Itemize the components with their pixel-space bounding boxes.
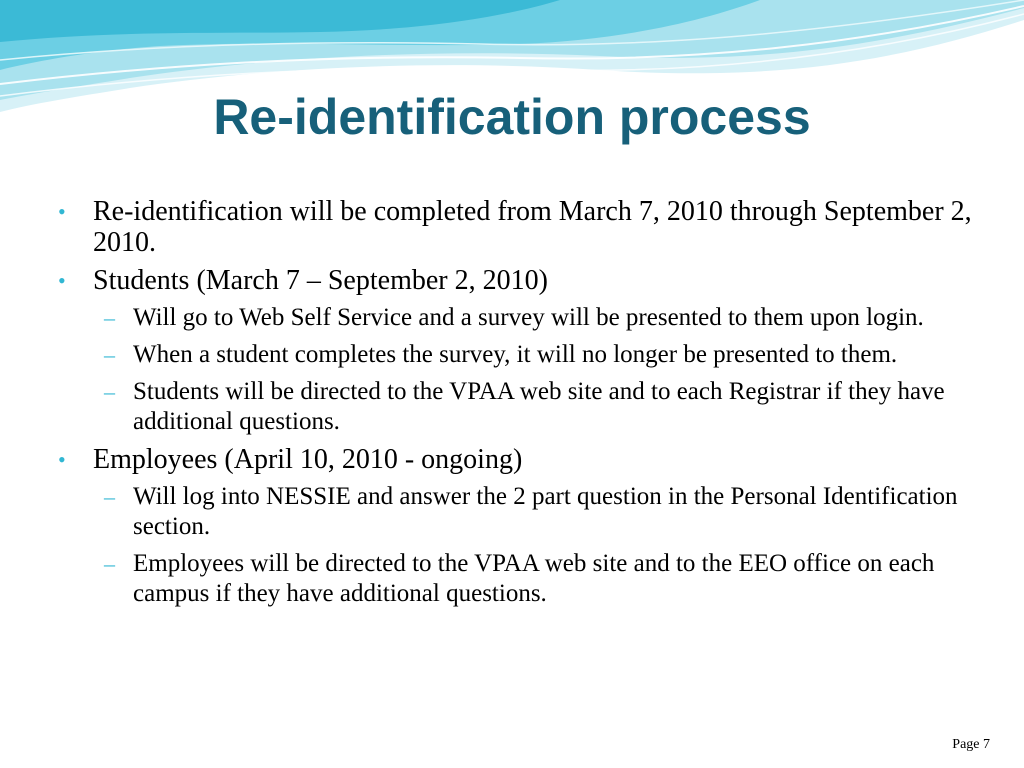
sub-list-item	[104, 303, 963, 333]
sub-list-item	[104, 340, 963, 370]
slide-title: Re-identification process	[213, 89, 811, 145]
sub-list-item	[104, 549, 963, 609]
sub-bullet-list	[56, 482, 976, 609]
sub-bullet-text: When a student completes the survey, it will no longer be presented to them.	[133, 341, 898, 368]
list-item	[56, 265, 976, 296]
sub-bullet-text: Employees will be directed to the VPAA web site and to the EEO office on each campus if they have additional questions.	[133, 550, 935, 607]
bullet-marker: •	[58, 447, 66, 472]
sub-bullet-text: Will log into NESSIE and answer the 2 part question in the Personal Identification section.	[133, 483, 958, 540]
sub-bullet-text: Will go to Web Self Service and a survey will be presented to them upon login.	[133, 304, 924, 331]
bullet-text: Employees (April 10, 2010 - ongoing)	[93, 444, 523, 475]
page-number: Page 7	[952, 737, 990, 752]
list-item	[56, 444, 976, 475]
bullet-marker: •	[58, 199, 66, 224]
bullet-text: Re-identification will be completed from March 7, 2010 through September 2, 2010.	[93, 196, 972, 258]
sub-list-item	[104, 377, 963, 437]
list-item	[56, 196, 976, 258]
bullet-list	[56, 196, 976, 616]
dash-marker: –	[104, 484, 115, 509]
sub-bullet-list	[56, 303, 976, 437]
bullet-text: Students (March 7 – September 2, 2010)	[93, 265, 548, 296]
dash-marker: –	[104, 342, 115, 367]
dash-marker: –	[104, 551, 115, 576]
dash-marker: –	[104, 379, 115, 404]
bullet-marker: •	[58, 268, 66, 293]
dash-marker: –	[104, 305, 115, 330]
sub-list-item	[104, 482, 963, 542]
sub-bullet-text: Students will be directed to the VPAA web site and to each Registrar if they have additional questions.	[133, 378, 945, 435]
